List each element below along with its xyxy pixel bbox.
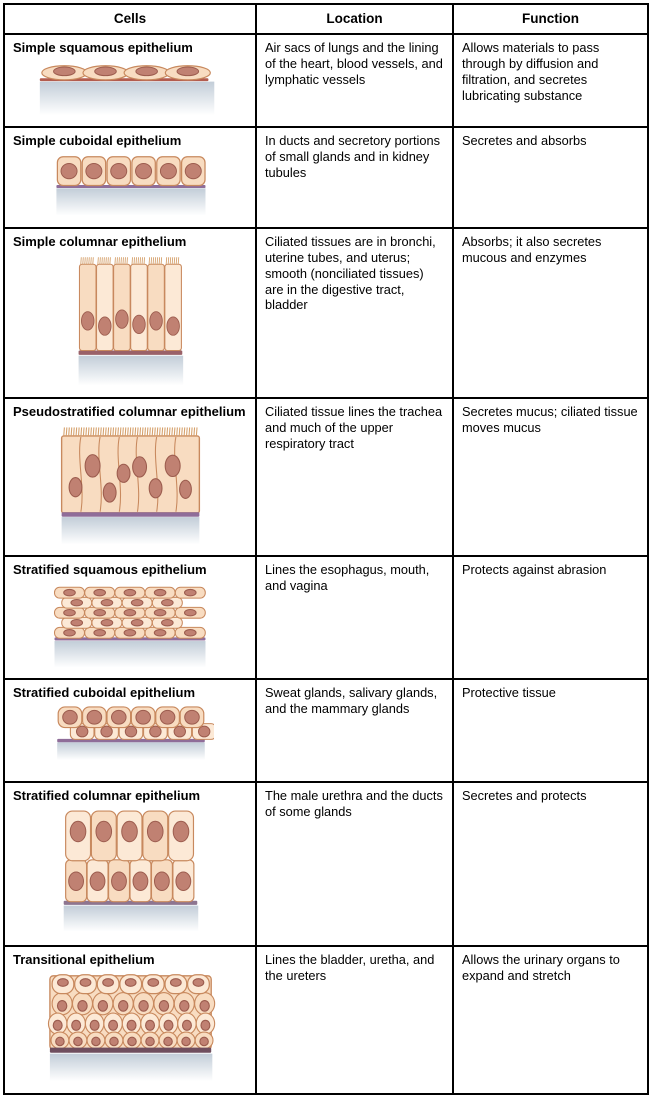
cells-cell: [4, 679, 256, 782]
tissue-name: Stratified columnar epithelium: [13, 787, 201, 803]
header-row: [4, 4, 648, 34]
cells-cell: [4, 946, 256, 1094]
function-cell: Allows materials to pass through by diffusion and filtration, and secretes lubricating substance: [453, 34, 648, 127]
table-row: [4, 398, 648, 556]
tissue-name: Stratified cuboidal epithelium: [13, 684, 196, 700]
location-cell: Air sacs of lungs and the lining of the heart, blood vessels, and lymphatic vessels: [256, 34, 453, 127]
table-row: [4, 782, 648, 946]
transitional-illustration: [13, 969, 247, 1089]
location-cell: Lines the bladder, uretha, and the ureters: [256, 946, 453, 1094]
function-cell: Protects against abrasion: [453, 556, 648, 679]
tissue-name: Transitional epithelium: [13, 951, 155, 967]
table-row: [4, 34, 648, 127]
cells-cell: [4, 398, 256, 556]
cells-cell: [4, 556, 256, 679]
table-row: [4, 228, 648, 398]
simple-squamous-illustration: [13, 57, 247, 122]
tissue-name: Simple squamous epithelium: [13, 40, 193, 55]
cells-cell: [4, 228, 256, 398]
simple-cuboidal-illustration: [13, 150, 247, 223]
stratified-squamous-illustration: [13, 579, 247, 674]
cells-cell: [4, 34, 256, 127]
table-row: [4, 127, 648, 228]
col-header-function: Function: [453, 4, 648, 34]
location-cell: In ducts and secretory portions of small glands and in kidney tubules: [256, 127, 453, 228]
col-header-cells: Cells: [4, 4, 256, 34]
simple-columnar-illustration: [13, 251, 247, 393]
location-cell: The male urethra and the ducts of some glands: [256, 782, 453, 946]
function-cell: Secretes and protects: [453, 782, 648, 946]
tissue-name: Simple cuboidal epithelium: [13, 132, 182, 148]
stratified-columnar-illustration: [13, 805, 247, 940]
epithelium-table: [3, 3, 649, 1095]
function-cell: Absorbs; it also secretes mucous and enzymes: [453, 228, 648, 398]
function-cell: Allows the urinary organs to expand and stretch: [453, 946, 648, 1094]
tissue-name: Simple columnar epithelium: [13, 233, 187, 249]
tissue-name: Stratified squamous epithelium: [13, 561, 207, 577]
table-row: [4, 556, 648, 679]
table-row: [4, 946, 648, 1094]
col-header-location: Location: [256, 4, 453, 34]
cells-cell: [4, 782, 256, 946]
tissue-name: Pseudostratified columnar epithelium: [13, 403, 246, 419]
function-cell: Secretes and absorbs: [453, 127, 648, 228]
pseudostratified-columnar-illustration: [13, 421, 247, 551]
function-cell: Protective tissue: [453, 679, 648, 782]
function-cell: Secretes mucus; ciliated tissue moves mucus: [453, 398, 648, 556]
cells-cell: [4, 127, 256, 228]
location-cell: Sweat glands, salivary glands, and the mammary glands: [256, 679, 453, 782]
location-cell: Ciliated tissues are in bronchi, uterine tubes, and uterus; smooth (nonciliated tissues) are in the digestive tract, bladder: [256, 228, 453, 398]
location-cell: Lines the esophagus, mouth, and vagina: [256, 556, 453, 679]
table-row: [4, 679, 648, 782]
location-cell: Ciliated tissue lines the trachea and much of the upper respiratory tract: [256, 398, 453, 556]
stratified-cuboidal-illustration: [13, 702, 247, 767]
